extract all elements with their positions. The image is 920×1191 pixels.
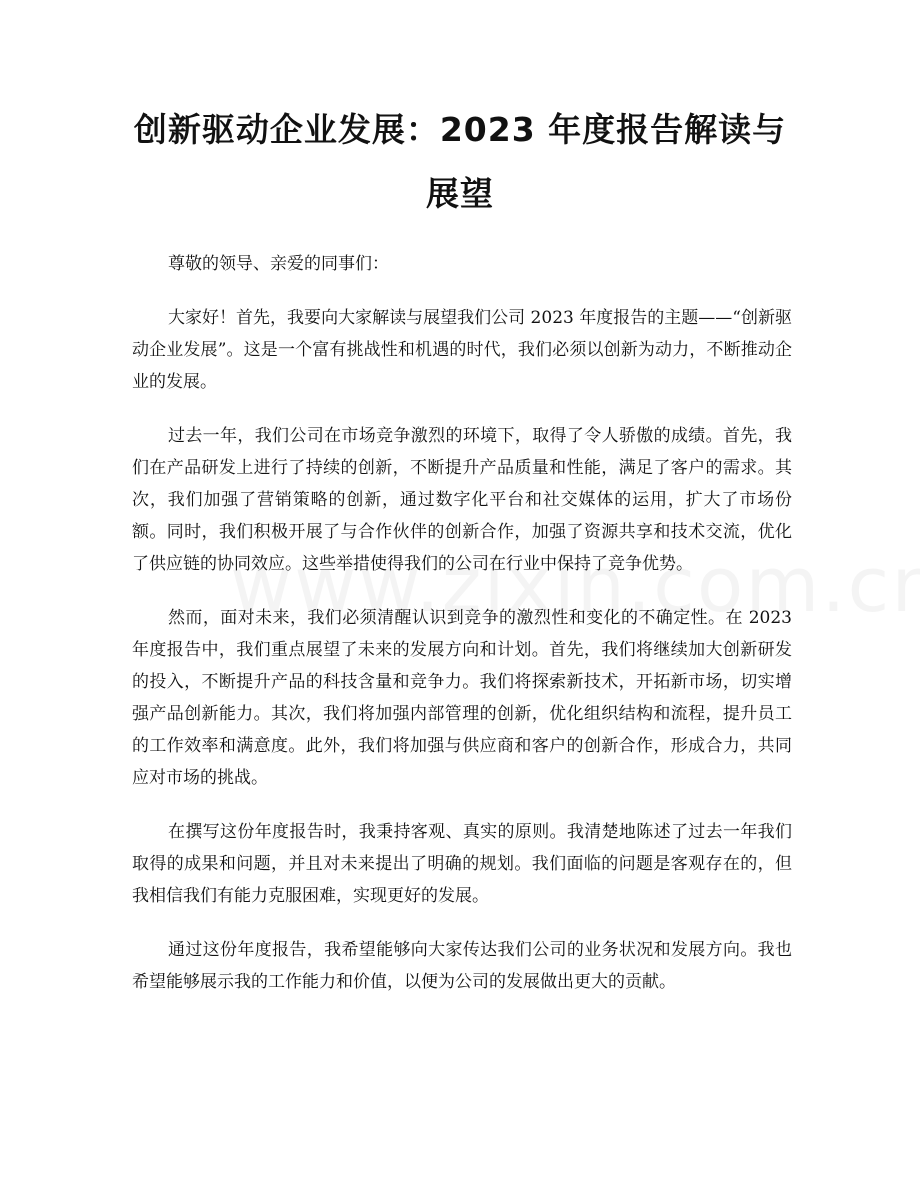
body-paragraph: 过去一年，我们公司在市场竞争激烈的环境下，取得了令人骄傲的成绩。首先，我们在产品研发上进行了持续的创新，不断提升产品质量和性能，满足了客户的需求。其次，我们加强了营销策略的创新，通过数字化平台和社交媒体的运用，扩大了市场份额。同时，我们积极开展了与合作伙伴的创新合作，加强了资源共享和技术交流，优化了供应链的协同效应。这些举措使得我们的公司在行业中保持了竞争优势。	[132, 426, 792, 574]
salutation-paragraph: 尊敬的领导、亲爱的同事们：	[168, 254, 389, 274]
body-paragraph: 在撰写这份年度报告时，我秉持客观、真实的原则。我清楚地陈述了过去一年我们取得的成果和问题，并且对未来提出了明确的规划。我们面临的问题是客观存在的，但我相信我们有能力克服困难，实现更好的发展。	[132, 822, 792, 906]
body-paragraph: 然而，面对未来，我们必须清醒认识到竞争的激烈性和变化的不确定性。在 2023 年度报告中，我们重点展望了未来的发展方向和计划。首先，我们将继续加大创新研发的投入，不断提升产品的科技含量和竞争力。我们将探索新技术，开拓新市场，切实增强产品创新能力。其次，我们将加强内部管理的创新，优化组织结构和流程，提升员工的工作效率和满意度。此外，我们将加强与供应商和客户的创新合作，形成合力，共同应对市场的挑战。	[132, 608, 792, 788]
document-title: 创新驱动企业发展：2023 年度报告解读与展望	[133, 110, 787, 213]
document-body	[132, 248, 792, 1020]
body-paragraph: 通过这份年度报告，我希望能够向大家传达我们公司的业务状况和发展方向。我也希望能够展示我的工作能力和价值，以便为公司的发展做出更大的贡献。	[132, 940, 792, 992]
body-paragraph: 大家好！首先，我要向大家解读与展望我们公司 2023 年度报告的主题——“创新驱动企业发展”。这是一个富有挑战性和机遇的时代，我们必须以创新为动力，不断推动企业的发展。	[132, 308, 792, 392]
